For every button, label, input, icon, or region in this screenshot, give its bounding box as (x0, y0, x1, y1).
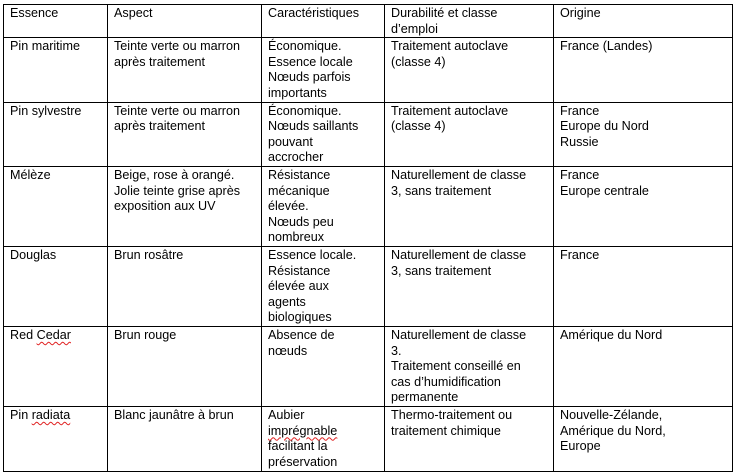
cell-durabilite: Naturellement de classe 3, sans traitement (385, 166, 554, 246)
cell-aspect: Blanc jaunâtre à brun (108, 406, 262, 471)
cell-aspect: Beige, rose à orangé. Jolie teinte grise après exposition aux UV (108, 166, 262, 246)
spellcheck-underline: Cedar (36, 327, 71, 342)
cell-caracteristiques: Absence de nœuds (262, 326, 385, 406)
cell-caracteristiques: Résistance mécanique élevée. Nœuds peu nombreux (262, 166, 385, 246)
header-essence: Essence (4, 5, 108, 38)
table-row (4, 102, 733, 166)
cell-essence: Douglas (4, 246, 108, 326)
cell-aspect: Teinte verte ou marron après traitement (108, 102, 262, 166)
header-durabilite: Durabilité et classe d’emploi (385, 5, 554, 38)
cell-origine: Nouvelle-Zélande, Amérique du Nord, Europe (554, 406, 733, 471)
cell-essence: Red Cedar (4, 326, 108, 406)
cell-origine: France (554, 246, 733, 326)
cell-origine: France Europe centrale (554, 166, 733, 246)
table-row (4, 38, 733, 102)
cell-essence: Pin maritime (4, 38, 108, 102)
spellcheck-underline: radiata (31, 407, 71, 422)
cell-origine: Amérique du Nord (554, 326, 733, 406)
cell-durabilite: Naturellement de classe 3. Traitement conseillé en cas d’humidification permanente (385, 326, 554, 406)
cell-aspect: Brun rosâtre (108, 246, 262, 326)
table-row (4, 166, 733, 246)
cell-durabilite: Naturellement de classe 3, sans traitement (385, 246, 554, 326)
cell-essence: Pin sylvestre (4, 102, 108, 166)
cell-durabilite: Thermo-traitement ou traitement chimique (385, 406, 554, 471)
cell-durabilite: Traitement autoclave (classe 4) (385, 38, 554, 102)
cell-caracteristiques: Aubier imprégnable facilitant la préservation (262, 406, 385, 471)
cell-origine: France (Landes) (554, 38, 733, 102)
table-row (4, 406, 733, 471)
cell-durabilite: Traitement autoclave (classe 4) (385, 102, 554, 166)
header-aspect: Aspect (108, 5, 262, 38)
header-row (4, 5, 733, 38)
cell-essence: Pin radiata (4, 406, 108, 471)
spellcheck-underline: imprégnable (268, 423, 338, 438)
wood-species-table (3, 4, 733, 472)
cell-caracteristiques: Économique. Nœuds saillants pouvant accrocher (262, 102, 385, 166)
table-row (4, 246, 733, 326)
cell-aspect: Brun rouge (108, 326, 262, 406)
cell-caracteristiques: Économique. Essence locale Nœuds parfois importants (262, 38, 385, 102)
table-row (4, 326, 733, 406)
header-caracteristiques: Caractéristiques (262, 5, 385, 38)
cell-origine: France Europe du Nord Russie (554, 102, 733, 166)
header-origine: Origine (554, 5, 733, 38)
cell-essence: Mélèze (4, 166, 108, 246)
cell-caracteristiques: Essence locale. Résistance élevée aux agents biologiques (262, 246, 385, 326)
cell-aspect: Teinte verte ou marron après traitement (108, 38, 262, 102)
